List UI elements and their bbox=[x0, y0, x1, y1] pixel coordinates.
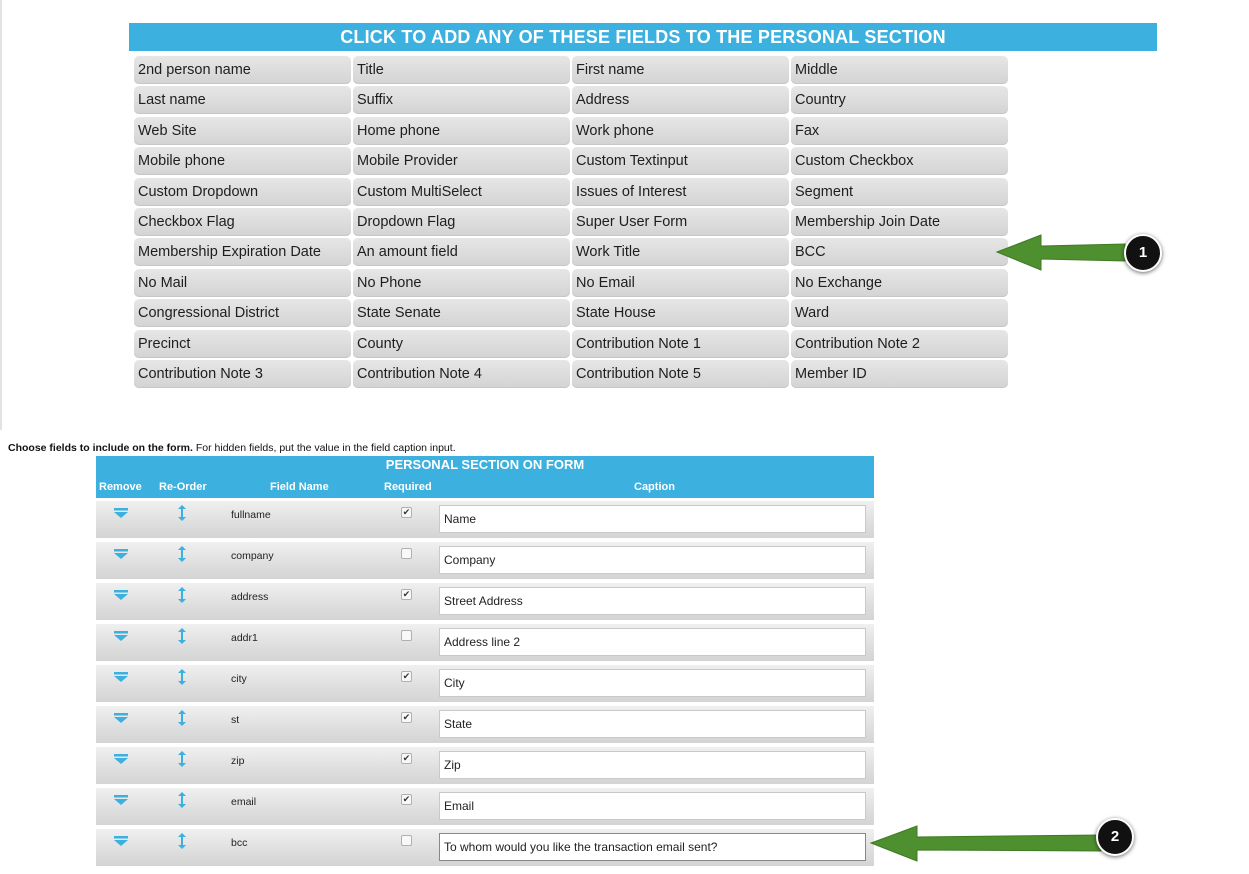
field-name: zip bbox=[231, 755, 245, 767]
form-instructions bbox=[8, 442, 456, 454]
remove-arrow-icon[interactable] bbox=[114, 754, 128, 764]
form-field-row bbox=[96, 747, 874, 784]
field-name: st bbox=[231, 714, 240, 726]
remove-arrow-icon[interactable] bbox=[114, 590, 128, 600]
add-field-button[interactable]: County bbox=[353, 330, 570, 358]
required-checkbox[interactable]: ✔ bbox=[402, 507, 411, 517]
col-required: Required bbox=[384, 481, 432, 493]
field-name: company bbox=[231, 550, 274, 562]
required-checkbox[interactable]: ✔ bbox=[402, 794, 411, 804]
col-remove: Remove bbox=[99, 481, 142, 493]
annotation-arrow-1 bbox=[995, 232, 1130, 274]
required-checkbox[interactable] bbox=[401, 630, 412, 641]
add-field-button[interactable]: Mobile Provider bbox=[353, 147, 570, 175]
field-name: fullname bbox=[231, 509, 271, 521]
add-field-button[interactable]: Super User Form bbox=[572, 208, 789, 236]
field-picker-header: CLICK TO ADD ANY OF THESE FIELDS TO THE PERSONAL SECTION bbox=[129, 23, 1157, 51]
add-field-button[interactable]: Contribution Note 4 bbox=[353, 360, 570, 388]
required-checkbox[interactable] bbox=[401, 548, 412, 559]
reorder-updown-icon[interactable] bbox=[178, 587, 186, 603]
add-field-button[interactable]: BCC bbox=[791, 238, 1008, 266]
add-field-button[interactable]: An amount field bbox=[353, 238, 570, 266]
caption-input[interactable] bbox=[439, 546, 866, 574]
annotation-badge-2: 2 bbox=[1096, 818, 1134, 856]
field-name: bcc bbox=[231, 837, 248, 849]
add-field-button[interactable]: Middle bbox=[791, 56, 1008, 84]
remove-arrow-icon[interactable] bbox=[114, 631, 128, 641]
form-field-row bbox=[96, 542, 874, 579]
form-column-headers bbox=[96, 476, 874, 499]
form-field-row bbox=[96, 583, 874, 620]
add-field-button[interactable]: Fax bbox=[791, 117, 1008, 145]
add-field-button[interactable]: Last name bbox=[134, 86, 351, 114]
form-field-row bbox=[96, 665, 874, 702]
add-field-button[interactable]: No Mail bbox=[134, 269, 351, 297]
add-field-button[interactable]: State Senate bbox=[353, 299, 570, 327]
add-field-button[interactable]: Custom Checkbox bbox=[791, 147, 1008, 175]
required-checkbox[interactable]: ✔ bbox=[402, 753, 411, 763]
add-field-button[interactable]: Work Title bbox=[572, 238, 789, 266]
remove-arrow-icon[interactable] bbox=[114, 795, 128, 805]
form-rows bbox=[96, 501, 874, 866]
reorder-updown-icon[interactable] bbox=[178, 546, 186, 562]
add-field-button[interactable]: Mobile phone bbox=[134, 147, 351, 175]
add-field-button[interactable]: Issues of Interest bbox=[572, 178, 789, 206]
add-field-button[interactable]: Membership Join Date bbox=[791, 208, 1008, 236]
add-field-button[interactable]: Custom Dropdown bbox=[134, 178, 351, 206]
reorder-updown-icon[interactable] bbox=[178, 669, 186, 685]
field-name: city bbox=[231, 673, 247, 685]
form-field-row bbox=[96, 706, 874, 743]
add-field-button[interactable]: Member ID bbox=[791, 360, 1008, 388]
add-field-button[interactable]: Dropdown Flag bbox=[353, 208, 570, 236]
add-field-button[interactable]: Title bbox=[353, 56, 570, 84]
add-field-button[interactable]: Country bbox=[791, 86, 1008, 114]
add-field-button[interactable]: Custom Textinput bbox=[572, 147, 789, 175]
reorder-updown-icon[interactable] bbox=[178, 710, 186, 726]
annotation-arrow-2 bbox=[869, 823, 1104, 865]
reorder-updown-icon[interactable] bbox=[178, 833, 186, 849]
col-caption: Caption bbox=[634, 481, 675, 493]
add-field-button[interactable]: Custom MultiSelect bbox=[353, 178, 570, 206]
caption-input[interactable] bbox=[439, 505, 866, 533]
reorder-updown-icon[interactable] bbox=[178, 792, 186, 808]
form-field-row bbox=[96, 829, 874, 866]
form-field-row bbox=[96, 788, 874, 825]
add-field-button[interactable]: Contribution Note 2 bbox=[791, 330, 1008, 358]
caption-input[interactable] bbox=[439, 710, 866, 738]
left-edge-divider bbox=[0, 0, 2, 430]
form-instructions-bold: Choose fields to include on the form. bbox=[8, 442, 193, 454]
remove-arrow-icon[interactable] bbox=[114, 713, 128, 723]
add-field-button[interactable]: Precinct bbox=[134, 330, 351, 358]
add-field-button[interactable]: 2nd person name bbox=[134, 56, 351, 84]
field-picker-grid bbox=[133, 55, 1011, 389]
field-name: email bbox=[231, 796, 257, 808]
caption-input[interactable] bbox=[439, 792, 866, 820]
add-field-button[interactable]: Contribution Note 3 bbox=[134, 360, 351, 388]
form-section-title: PERSONAL SECTION ON FORM bbox=[96, 456, 874, 476]
add-field-button[interactable]: Congressional District bbox=[134, 299, 351, 327]
add-field-button[interactable]: Address bbox=[572, 86, 789, 114]
personal-section-form bbox=[96, 456, 874, 866]
add-field-button[interactable]: Contribution Note 5 bbox=[572, 360, 789, 388]
col-field-name: Field Name bbox=[270, 481, 329, 493]
add-field-button[interactable]: Checkbox Flag bbox=[134, 208, 351, 236]
required-checkbox[interactable]: ✔ bbox=[402, 712, 411, 722]
reorder-updown-icon[interactable] bbox=[178, 628, 186, 644]
remove-arrow-icon[interactable] bbox=[114, 508, 128, 518]
form-instructions-text: For hidden fields, put the value in the field caption input. bbox=[192, 442, 456, 454]
field-name: addr1 bbox=[231, 632, 258, 644]
remove-arrow-icon[interactable] bbox=[114, 549, 128, 559]
add-field-button[interactable]: No Exchange bbox=[791, 269, 1008, 297]
add-field-button[interactable]: First name bbox=[572, 56, 789, 84]
add-field-button[interactable]: Membership Expiration Date bbox=[134, 238, 351, 266]
field-name: address bbox=[231, 591, 269, 603]
annotation-badge-1: 1 bbox=[1124, 234, 1162, 272]
caption-input[interactable] bbox=[439, 587, 866, 615]
add-field-button[interactable]: State House bbox=[572, 299, 789, 327]
caption-input[interactable] bbox=[439, 628, 866, 656]
reorder-updown-icon[interactable] bbox=[178, 751, 186, 767]
add-field-button[interactable]: Home phone bbox=[353, 117, 570, 145]
col-reorder: Re-Order bbox=[159, 481, 207, 493]
required-checkbox[interactable] bbox=[401, 835, 412, 846]
add-field-button[interactable]: Suffix bbox=[353, 86, 570, 114]
remove-arrow-icon[interactable] bbox=[114, 836, 128, 846]
required-checkbox[interactable]: ✔ bbox=[402, 589, 411, 599]
add-field-button[interactable]: Work phone bbox=[572, 117, 789, 145]
form-field-row bbox=[96, 624, 874, 661]
reorder-updown-icon[interactable] bbox=[178, 505, 186, 521]
caption-input[interactable] bbox=[439, 751, 866, 779]
caption-input[interactable] bbox=[439, 833, 866, 861]
add-field-button[interactable]: Web Site bbox=[134, 117, 351, 145]
form-field-row bbox=[96, 501, 874, 538]
add-field-button[interactable]: Ward bbox=[791, 299, 1008, 327]
add-field-button[interactable]: No Email bbox=[572, 269, 789, 297]
add-field-button[interactable]: Contribution Note 1 bbox=[572, 330, 789, 358]
add-field-button[interactable]: Segment bbox=[791, 178, 1008, 206]
caption-input[interactable] bbox=[439, 669, 866, 697]
remove-arrow-icon[interactable] bbox=[114, 672, 128, 682]
add-field-button[interactable]: No Phone bbox=[353, 269, 570, 297]
required-checkbox[interactable]: ✔ bbox=[402, 671, 411, 681]
